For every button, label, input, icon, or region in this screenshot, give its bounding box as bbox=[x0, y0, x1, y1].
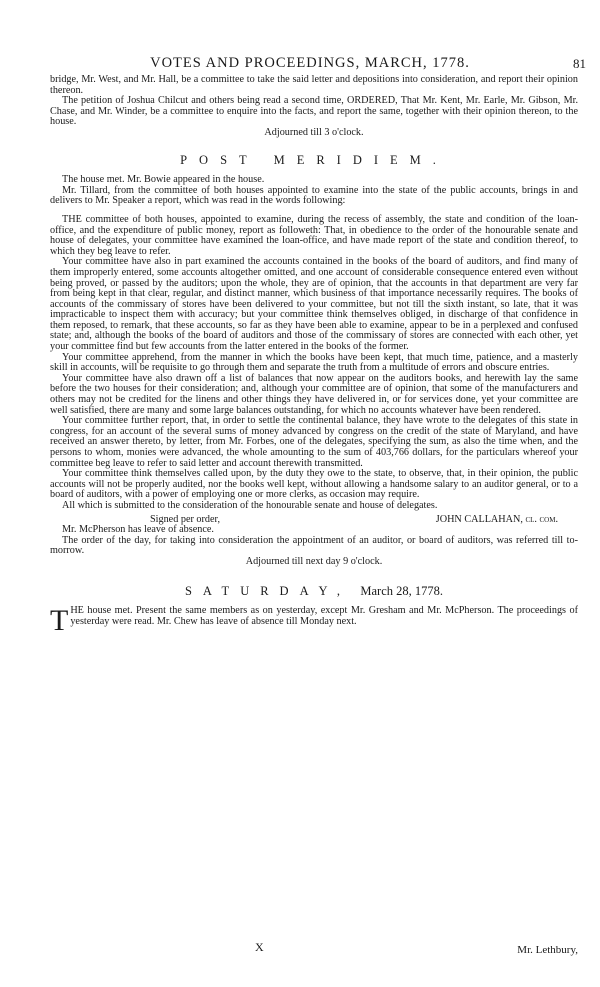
paragraph: The order of the day, for taking into consideration the appointment of an auditor, or board of auditors, was referred till to-morrow. bbox=[50, 534, 578, 557]
catchword: Mr. Lethbury, bbox=[517, 944, 578, 956]
page-number: 81 bbox=[573, 56, 586, 71]
signature-mark: X bbox=[255, 940, 264, 954]
adjournment: Adjourned till 3 o'clock. bbox=[264, 126, 364, 138]
report-paragraph: Your committee have also drawn off a list of balances that now appear on the auditors books, and herewith lay the same before the two houses for their consideration; and, although your committee are of opinion, that some of the manufacturers and others may not be credited for the linens and other things they have delivered in, or for services done, yet your committee are well satisfied, there are many and some large balances outstanding, for which no accounts whatever have been rendered. bbox=[50, 372, 578, 416]
signer-name: JOHN CALLAHAN, cl. com. bbox=[435, 513, 558, 525]
paragraph: The petition of Joshua Chilcut and others being read a second time, ORDERED, That Mr. Kent, Mr. Earle, Mr. Gibson, Mr. Chase, and Mr. Winder, be a committee to enquire into the facts, and report the same, together with their opinion thereon, to the house. bbox=[50, 95, 578, 128]
running-header: VOTES AND PROCEEDINGS, MARCH, 1778. bbox=[150, 55, 470, 71]
report-paragraph: THE committee of both houses, appointed to examine, during the recess of assembly, the state and condition of the loan-office, and the expenditure of public money, report as followeth: That, in obedience to the order of the honourable senate and house of delegates, your committee have examined the loan-office, and have made report of the state and condition thereof, to which they beg leave to refer. bbox=[50, 213, 578, 257]
paragraph: Mr. McPherson has leave of absence. bbox=[62, 524, 214, 536]
report-paragraph: Your committee apprehend, from the manner in which the books have been kept, that much time, patience, and a masterly skill in accounts, will be requisite to go through them and separate the truth from a multitude of errors and obscure entries. bbox=[50, 351, 578, 374]
drop-cap: T bbox=[50, 604, 69, 638]
report-paragraph: All which is submitted to the consideration of the honourable senate and house of delegates. bbox=[62, 499, 438, 511]
paragraph-text: HE house met. Present the same members as on yesterday, except Mr. Gresham and Mr. McPherson. The proceedings of yesterday were read. Mr. Chew has leave of absence till Monday next. bbox=[70, 605, 578, 627]
page-body bbox=[50, 74, 578, 638]
paragraph bbox=[50, 604, 578, 638]
paragraph: The house met. Mr. Bowie appeared in the house. bbox=[62, 174, 265, 186]
report-paragraph: Your committee have also in part examined the accounts contained in the books of the board of auditors, and find many of them improperly entered, some accounts altogether omitted, and one account of considerable consequence entered even without being proved, or passed by the auditors; upon the whole, they are of opinion, that the accounts in that department are very far from being kept in that clear, regular, and distinct manner, which business of that importance necessarily requires. The books of accounts of the commissary of stores have been delivered to your committee, but not till the sixth instant, so late, that it was impracticable to inspect them with accuracy; but your committee think themselves obliged, in discharge of that confidence in them reposed, to remark, that these accounts, so far as they have been able to examine, appear to be in a perplexed and confused state; and, although the books of the board of auditors and those of the commissary of stores are connected with each other, yet your committee find but few accounts from the latter entered in the books of the former. bbox=[50, 256, 578, 353]
report-paragraph: Your committee further report, that, in order to settle the continental balance, they have wrote to the delegates of this state in congress, for an account of the several sums of money advanced by congress on the credit of the state of Maryland, and have received an answer thereto, by letter, from Mr. Forbes, one of the delegates, specifying the sum, as also the time when, and the persons to whom, monies were advanced, the whole amounting to the sum of 403,766 dollars, for the particulars whereof your committee beg leave to refer to said letter and account therewith transmitted. bbox=[50, 415, 578, 469]
section-heading-saturday bbox=[50, 583, 578, 598]
section-heading-post-meridiem: POST MERIDIEM. bbox=[180, 152, 448, 167]
adjournment: Adjourned till next day 9 o'clock. bbox=[245, 555, 383, 567]
report-paragraph: Your committee think themselves called upon, by the duty they owe to the state, to observe, that, in their opinion, the public accounts will not be properly audited, nor the books well kept, without allowing a handsome salary to an auditor general, or to a board of auditors, with a power of employing one or more clerks, as occasion may require. bbox=[50, 468, 578, 501]
paragraph: bridge, Mr. West, and Mr. Hall, be a committee to take the said letter and depositions into consideration, and report their opinion thereon. bbox=[50, 74, 578, 96]
paragraph: Mr. Tillard, from the committee of both houses appointed to examine into the state of the public accounts, brings in and delivers to Mr. Speaker a report, which was read in the words following: bbox=[50, 184, 578, 207]
date: March 28, 1778. bbox=[360, 583, 444, 598]
weekday: SATURDAY, bbox=[184, 583, 352, 598]
signed-per-order: Signed per order, bbox=[150, 513, 221, 525]
